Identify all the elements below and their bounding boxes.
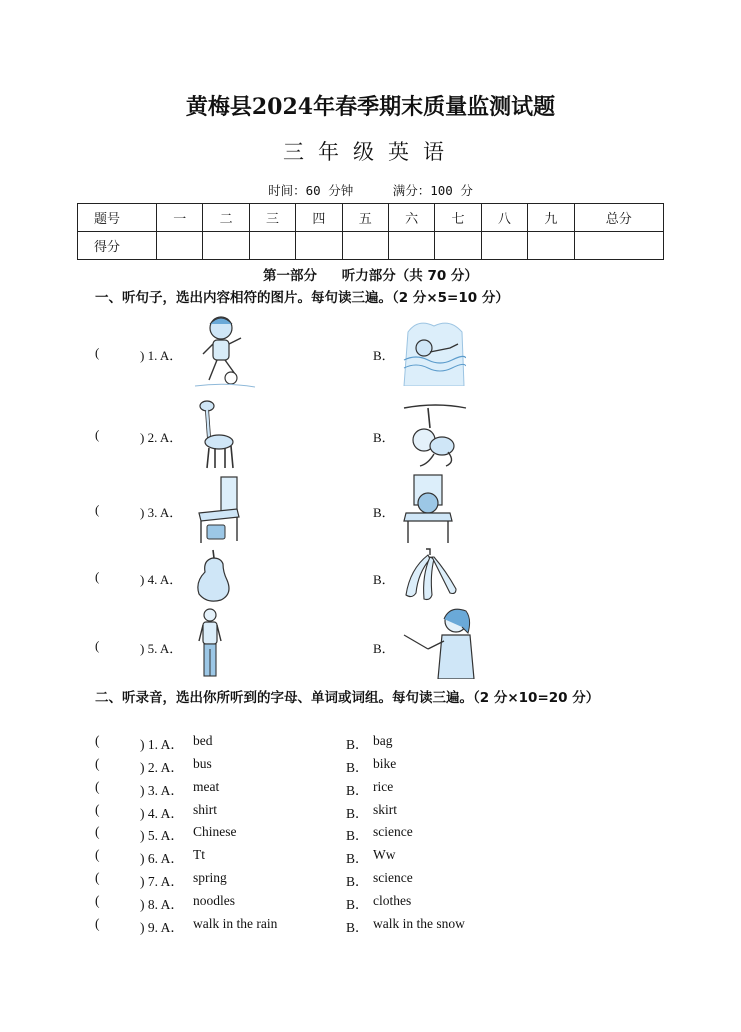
score-blank-cell[interactable] <box>574 232 663 260</box>
option-a[interactable]: Tt <box>193 847 205 862</box>
score-blank-cell[interactable] <box>157 232 203 260</box>
score-blank-cell[interactable] <box>435 232 481 260</box>
man-standing-picture[interactable] <box>195 607 225 679</box>
option-b[interactable]: bag <box>373 733 393 748</box>
option-b-label: B． <box>373 641 395 656</box>
option-b[interactable]: rice <box>373 779 394 794</box>
option-b-label: B． <box>373 505 395 520</box>
score-cell: 三 <box>249 204 295 232</box>
score-blank-cell[interactable] <box>481 232 527 260</box>
option-a[interactable]: Chinese <box>193 824 237 839</box>
part-one-label: 第一部分 <box>263 268 318 284</box>
section2-question-7 <box>0 870 741 892</box>
boy-playing-football-picture[interactable] <box>193 312 257 390</box>
question-number: ) 1. A． <box>140 737 184 752</box>
score-row-label: 得分 <box>78 232 157 260</box>
option-a[interactable]: spring <box>193 870 227 885</box>
section2-question-4 <box>0 802 741 824</box>
answer-paren[interactable]: ( <box>95 893 100 908</box>
question-number: ) 4. A． <box>140 572 183 587</box>
score-table-score-row <box>78 232 664 260</box>
option-b-label: B． <box>346 737 369 752</box>
section2-question-2 <box>0 756 741 778</box>
pear-picture[interactable] <box>193 548 233 604</box>
answer-paren[interactable]: ( <box>95 345 100 360</box>
answer-paren[interactable]: ( <box>95 638 100 653</box>
option-a[interactable]: noodles <box>193 893 235 908</box>
part-one-heading <box>0 264 741 284</box>
exam-full-score: 满分：100 分 <box>392 183 473 198</box>
score-cell: 九 <box>528 204 574 232</box>
option-b-label: B． <box>346 806 369 821</box>
option-b[interactable]: walk in the snow <box>373 916 465 931</box>
option-b[interactable]: Ww <box>373 847 396 862</box>
option-b[interactable]: bike <box>373 756 397 771</box>
question-number: ) 1. A． <box>140 348 183 363</box>
score-cell: 五 <box>342 204 388 232</box>
question-number: ) 5. A． <box>140 641 183 656</box>
chair-with-bag-under-picture[interactable] <box>193 475 243 545</box>
question-number: ) 3. A． <box>140 505 183 520</box>
chair-with-ball-on-picture[interactable] <box>402 473 454 545</box>
answer-paren[interactable]: ( <box>95 756 100 771</box>
bananas-picture[interactable] <box>400 545 458 603</box>
answer-paren[interactable]: ( <box>95 779 100 794</box>
section2-question-8 <box>0 893 741 915</box>
score-blank-cell[interactable] <box>388 232 434 260</box>
part-one-title: 听力部分（共 70 分） <box>341 268 478 284</box>
score-table-header-row <box>78 204 664 232</box>
section1-heading: 一、听句子，选出内容相符的图片。每句读三遍。（2 分×5=10 分） <box>95 290 509 306</box>
section2-question-3 <box>0 779 741 801</box>
score-blank-cell[interactable] <box>203 232 249 260</box>
score-cell: 题号 <box>78 204 157 232</box>
boy-swimming-picture[interactable] <box>400 318 466 386</box>
section2-question-6 <box>0 847 741 869</box>
exam-subtitle: 三年级英语 <box>283 140 458 164</box>
answer-paren[interactable]: ( <box>95 427 100 442</box>
score-cell: 七 <box>435 204 481 232</box>
question-number: ) 8. A． <box>140 897 184 912</box>
exam-title: 黄梅县2024年春季期末质量监测试题 <box>185 94 556 120</box>
exam-meta <box>0 181 741 199</box>
question-number: ) 3. A． <box>140 783 184 798</box>
score-cell: 二 <box>203 204 249 232</box>
score-blank-cell[interactable] <box>249 232 295 260</box>
answer-paren[interactable]: ( <box>95 916 100 931</box>
option-a[interactable]: walk in the rain <box>193 916 278 931</box>
question-number: ) 2. A． <box>140 430 183 445</box>
score-cell: 一 <box>157 204 203 232</box>
score-blank-cell[interactable] <box>528 232 574 260</box>
section2-question-5 <box>0 824 741 846</box>
answer-paren[interactable]: ( <box>95 824 100 839</box>
score-cell: 总分 <box>574 204 663 232</box>
score-table <box>77 203 664 260</box>
option-a[interactable]: meat <box>193 779 220 794</box>
option-b[interactable]: clothes <box>373 893 412 908</box>
answer-paren[interactable]: ( <box>95 847 100 862</box>
section2-question-9 <box>0 916 741 938</box>
option-a[interactable]: bed <box>193 733 213 748</box>
answer-paren[interactable]: ( <box>95 502 100 517</box>
option-a[interactable]: bus <box>193 756 212 771</box>
option-a[interactable]: shirt <box>193 802 218 817</box>
teacher-pointing-picture[interactable] <box>402 605 476 679</box>
score-blank-cell[interactable] <box>296 232 342 260</box>
option-b[interactable]: science <box>373 824 413 839</box>
option-b-label: B． <box>373 572 395 587</box>
question-number: ) 2. A． <box>140 760 184 775</box>
option-b-label: B． <box>346 851 369 866</box>
option-b-label: B． <box>346 920 369 935</box>
answer-paren[interactable]: ( <box>95 870 100 885</box>
score-cell: 四 <box>296 204 342 232</box>
score-cell: 八 <box>481 204 527 232</box>
option-b-label: B． <box>373 430 395 445</box>
question-number: ) 7. A． <box>140 874 184 889</box>
option-b-label: B． <box>346 783 369 798</box>
option-b[interactable]: skirt <box>373 802 398 817</box>
option-b-label: B． <box>346 828 369 843</box>
section2-question-1 <box>0 733 741 755</box>
giraffe-picture[interactable] <box>193 398 239 470</box>
question-number: ) 5. A． <box>140 828 184 843</box>
question-number: ) 6. A． <box>140 851 184 866</box>
score-blank-cell[interactable] <box>342 232 388 260</box>
exam-time: 时间：60 分钟 <box>268 183 354 198</box>
option-b[interactable]: science <box>373 870 413 885</box>
option-b-label: B． <box>373 348 395 363</box>
question-number: ) 9. A． <box>140 920 184 935</box>
answer-paren[interactable]: ( <box>95 569 100 584</box>
option-b-label: B． <box>346 874 369 889</box>
monkey-picture[interactable] <box>402 400 468 470</box>
question-number: ) 4. A． <box>140 806 184 821</box>
section2-heading: 二、听录音，选出你所听到的字母、单词或词组。每句读三遍。（2 分×10=20 分） <box>95 690 600 706</box>
score-cell: 六 <box>388 204 434 232</box>
answer-paren[interactable]: ( <box>95 802 100 817</box>
answer-paren[interactable]: ( <box>95 733 100 748</box>
option-b-label: B． <box>346 760 369 775</box>
option-b-label: B． <box>346 897 369 912</box>
